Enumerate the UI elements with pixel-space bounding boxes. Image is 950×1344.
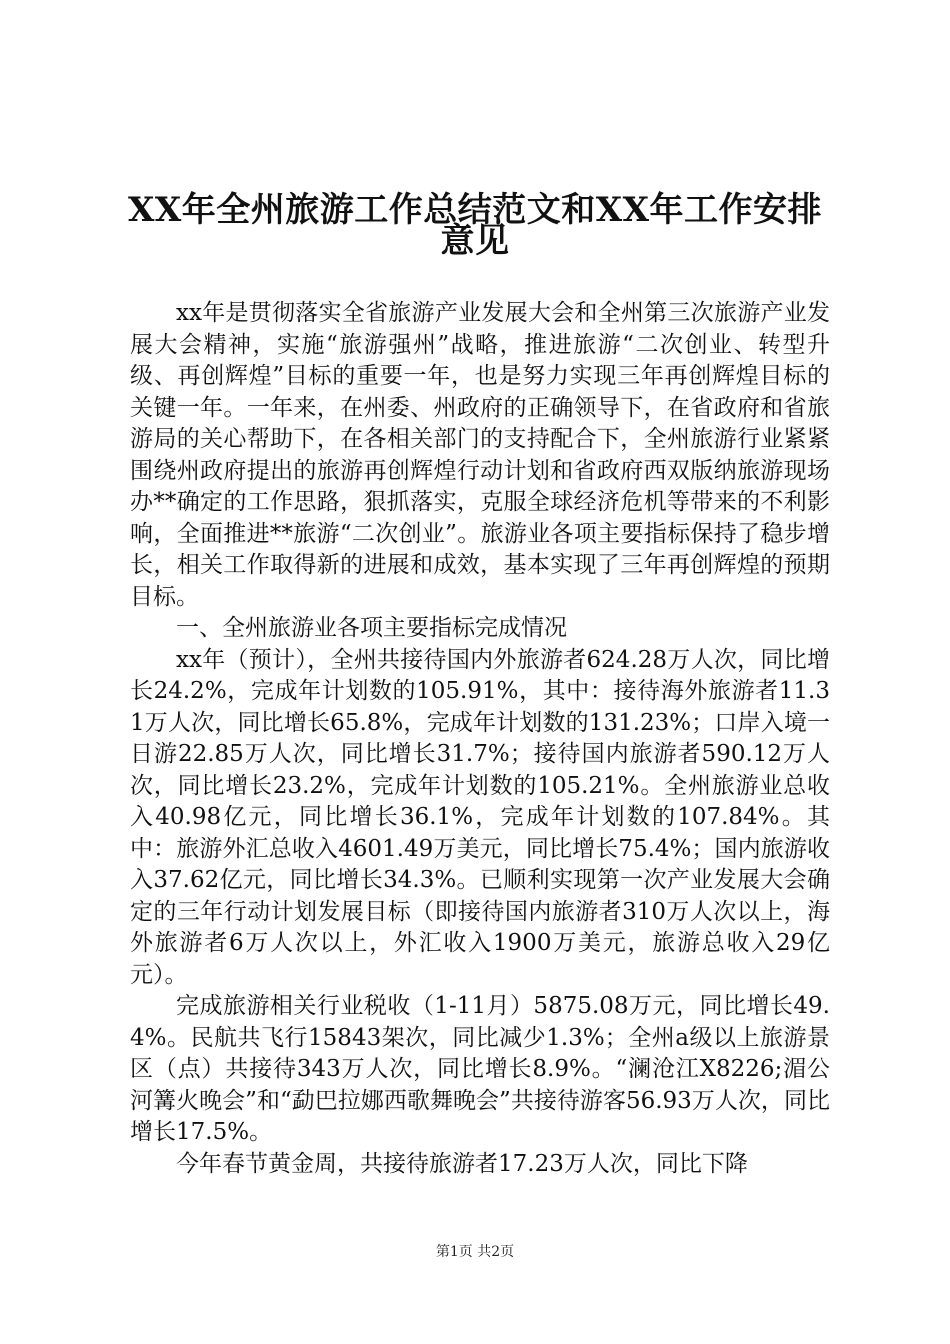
section-heading: 一、全州旅游业各项主要指标完成情况: [176, 615, 567, 641]
document-title-line-1: XX年全州旅游工作总结范文和XX年工作安排: [127, 190, 823, 230]
paragraph-tax: 完成旅游相关行业税收（1-11月）5875.08万元，同比增长49.4%。民航共飞行15843架次，同比减少1.3%；全州a级以上旅游景区（点）共接待343万人次，同比增长8.9%。“澜沧江X8226;湄公河篝火晚会”和“勐巴拉娜西歌舞晚会”共接待游客56.93万人次，同比增长17.5%。: [130, 993, 830, 1145]
paragraph-spring-festival: 今年春节黄金周，共接待旅游者17.23万人次，同比下降: [176, 1150, 748, 1177]
document-body: [130, 298, 830, 1180]
paragraph-intro: xx年是贯彻落实全省旅游产业发展大会和全州第三次旅游产业发展大会精神，实施“旅游强州”战略，推进旅游“二次创业、转型升级、再创辉煌”目标的重要一年，也是努力实现三年再创辉煌目标的关键一年。一年来，在州委、州政府的正确领导下，在省政府和省旅游局的关心帮助下，在各相关部门的支持配合下，全州旅游行业紧紧围绕州政府提出的旅游再创辉煌行动计划和省政府西双版纳旅游现场办**确定的工作思路，狠抓落实，克服全球经济危机等带来的不利影响，全面推进**旅游“二次创业”。旅游业各项主要指标保持了稳步增长，相关工作取得新的进展和成效，基本实现了三年再创辉煌的预期目标。: [130, 300, 830, 610]
document-title-line-2: 意见: [440, 221, 510, 261]
page-number-footer: 第1页 共2页: [435, 1244, 515, 1260]
paragraph-indicators: xx年（预计），全州共接待国内外旅游者624.28万人次，同比增长24.2%，完成年计划数的105.91%，其中：接待海外旅游者11.31万人次，同比增长65.8%，完成年计划数的131.23%；口岸入境一日游22.85万人次，同比增长31.7%；接待国内旅游者590.12万人次，同比增长23.2%，完成年计划数的105.21%。全州旅游业总收入40.98亿元，同比增长36.1%，完成年计划数的107.84%。其中：旅游外汇总收入4601.49万美元，同比增长75.4%；国内旅游收入37.62亿元，同比增长34.3%。已顺利实现第一次产业发展大会确定的三年行动计划发展目标（即接待国内旅游者310万人次以上，海外旅游者6万人次以上，外汇收入1900万美元，旅游总收入29亿元）。: [130, 646, 830, 988]
